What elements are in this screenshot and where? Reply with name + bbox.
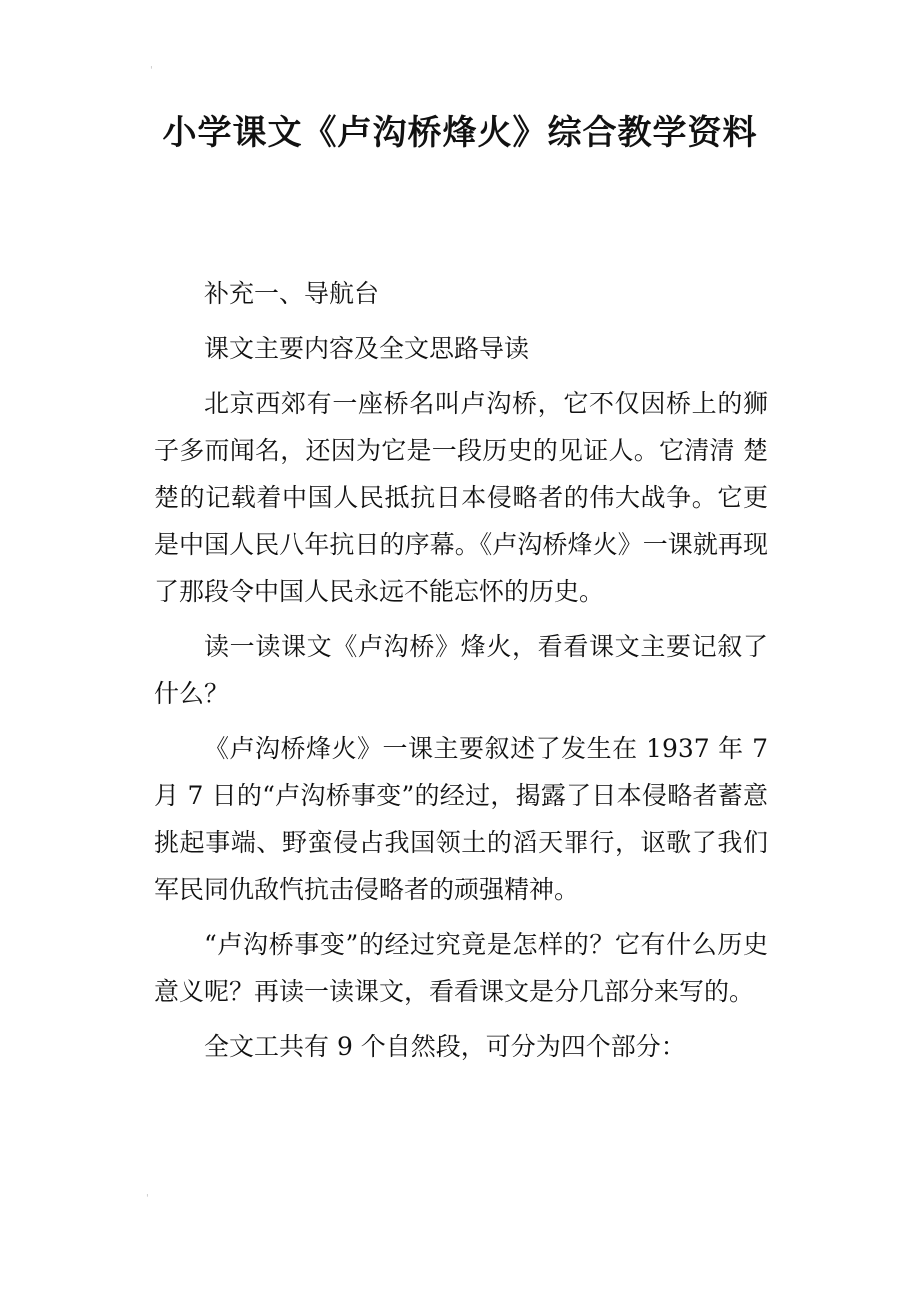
paragraph: 北京西郊有一座桥名叫卢沟桥，它不仅因桥上的狮子多而闻名，还因为它是一段历史的见证人。它清清 楚楚的记载着中国人民抵抗日本侵略者的伟大战争。它更是中国人民八年抗日的序幕。《卢沟桥烽火》一课就再现了那段令中国人民永远不能忘怀的历史。 [154,389,768,606]
paragraph: 读一读课文《卢沟桥》烽火，看看课文主要记叙了什么？ [154,632,768,708]
corner-mark-top: ' [150,65,153,76]
document-title: 小学课文《卢沟桥烽火》综合教学资料 [162,113,758,153]
corner-mark-bottom: ' [146,1193,149,1204]
paragraph: 全文工共有 9 个自然段，可分为四个部分： [204,1032,686,1061]
paragraph-heading: 补充一、导航台 [204,279,380,308]
paragraph: 《卢沟桥烽火》一课主要叙述了发生在 1937 年 7 月 7 日的“卢沟桥事变”的经过，揭露了日本侵略者蓄意挑起事端、野蛮侵占我国领土的滔天罪行，讴歌了我们军民同仇敌忾抗击侵略者的顽强精神。 [154,734,768,904]
paragraph: “卢沟桥事变”的经过究竟是怎样的？它有什么历史意义呢？再读一读课文，看看课文是分几部分来写的。 [154,930,768,1006]
paragraph-subheading: 课文主要内容及全文思路导读 [204,334,530,363]
document-body [154,270,768,1078]
